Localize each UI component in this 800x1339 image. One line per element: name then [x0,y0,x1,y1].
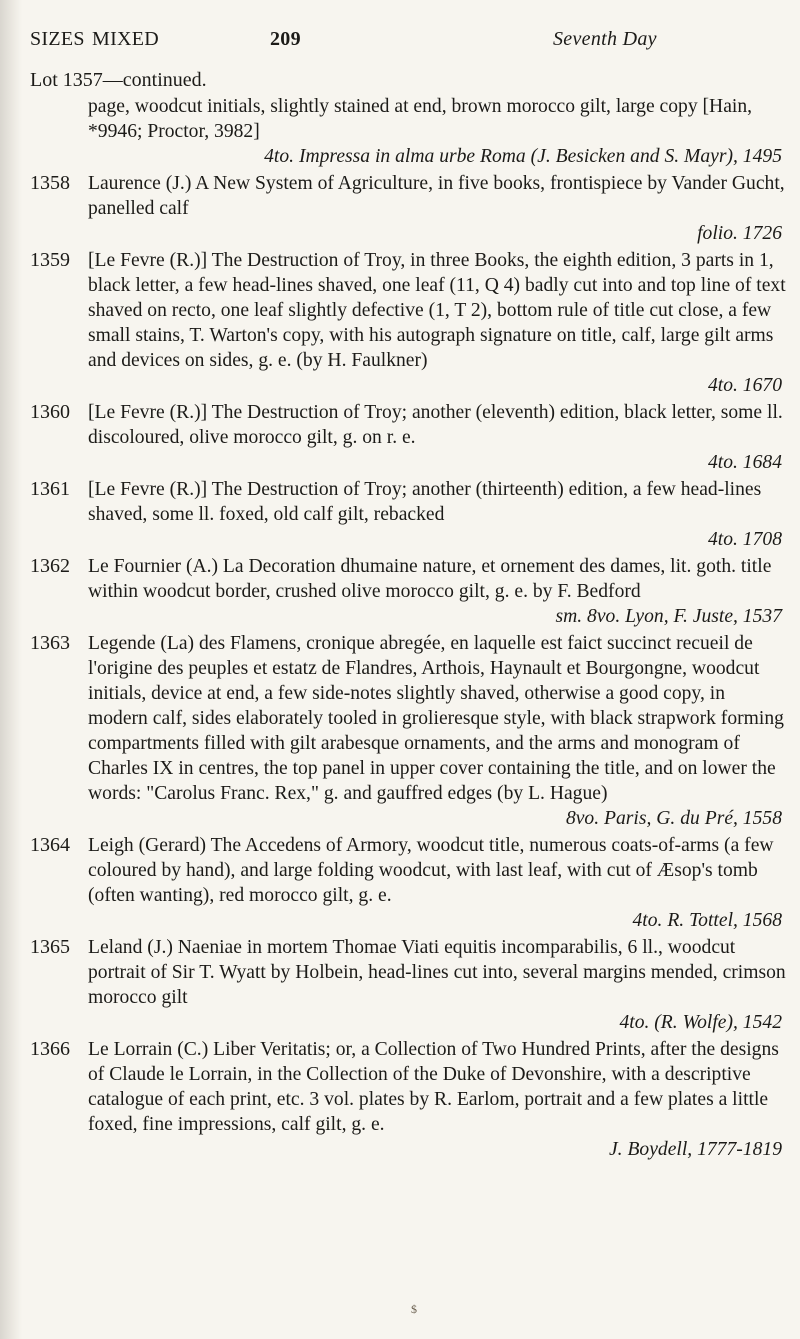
header-sizes: SIZES [30,28,85,50]
lot-number: 1359 [30,249,70,271]
lot-imprint: 4to. 1708 [707,529,782,550]
lot-entry [30,833,790,933]
lot-text: Leland (J.) Naeniae in mortem Thomae Viati equitis incomparabilis, 6 ll., woodcut portrait of Sir T. Wyatt by Holbein, head-lines cut into, several margins mended, crimson morocco gilt [88,937,786,1008]
lot-entry [30,248,790,398]
page-number: 209 [270,28,301,50]
lot-imprint: folio. 1726 [697,223,782,244]
lot-text: [Le Fevre (R.)] The Destruction of Troy, in three Books, the eighth edition, 3 parts in 1, black letter, a few head-lines shaved, one leaf (11, Q 4) badly cut into and top line of text shaved on recto, one leaf slightly defective (1, T 2), bottom rule of title cut close, a few small stains, T. Warton's copy, with his autograph signature on title, calf, large gilt arms and devices on sides, g. e. (by H. Faulkner) [88,250,786,371]
running-head [30,28,790,54]
lot-imprint: 4to. Impressa in alma urbe Roma (J. Besicken and S. Mayr), 1495 [264,146,782,167]
lot-imprint: 4to. 1684 [707,452,782,473]
lot-number: 1366 [30,1038,70,1060]
lot-imprint: 4to. R. Tottel, 1568 [632,910,782,931]
lot-number: 1362 [30,555,70,577]
lot-text: [Le Fevre (R.)] The Destruction of Troy; another (thirteenth) edition, a few head-lines shaved, some ll. foxed, old calf gilt, rebacked [88,479,762,525]
lot-entry [30,554,790,629]
lot-entry [30,631,790,831]
lot-text: page, woodcut initials, slightly stained at end, brown morocco gilt, large copy [Hain, *9946; Proctor, 3982] [88,96,753,142]
lot-imprint: 4to. 1670 [707,375,782,396]
lot-number: 1364 [30,834,70,856]
lot-text: Leigh (Gerard) The Accedens of Armory, woodcut title, numerous coats-of-arms (a few coloured by hand), and large folding woodcut, with last leaf, with cut of Æsop's tomb (often wanting), red morocco gilt, g. e. [88,835,774,906]
lot-number: 1358 [30,172,70,194]
sale-day: Seventh Day [553,28,657,50]
lot-text: Le Lorrain (C.) Liber Veritatis; or, a Collection of Two Hundred Prints, after the designs of Claude le Lorrain, in the Collection of the Duke of Devonshire, with a descriptive catalogue of each print, etc. 3 vol. plates by R. Earlom, portrait and a few plates a little foxed, fine impressions, calf gilt, g. e. [88,1039,779,1135]
continued-heading: Lot 1357—continued. [30,69,207,91]
lot-1357-continued [30,94,790,169]
lot-entry [30,1037,790,1162]
lot-imprint: sm. 8vo. Lyon, F. Juste, 1537 [555,606,782,627]
lot-entry [30,477,790,552]
catalogue-page [30,28,790,1162]
lot-imprint: J. Boydell, 1777-1819 [608,1139,782,1160]
header-mixed: MIXED [92,28,160,50]
lot-text: [Le Fevre (R.)] The Destruction of Troy; another (eleventh) edition, black letter, some ll. discoloured, olive morocco gilt, g. on r. e. [88,402,783,448]
lot-text: Le Fournier (A.) La Decoration dhumaine nature, et ornement des dames, lit. goth. title within woodcut border, crushed olive morocco gilt, g. e. by F. Bedford [88,556,772,602]
lot-number: 1360 [30,401,70,423]
lot-text: Legende (La) des Flamens, cronique abregée, en laquelle est faict succinct recueil de l'origine des peuples et estatz de Flandres, Arthois, Haynault et Bourgongne, woodcut initials, device at end, a few side-notes slightly shaved, otherwise a good copy, in modern calf, sides elaborately tooled in grolieresque style, with black strapwork forming compartments filled with gilt arabesque ornaments, and the arms and monogram of Charles IX in centres, the top panel in upper cover containing the title, and on lower the words: "Carolus Franc. Rex," g. and gauffred edges (by L. Hague) [88,633,784,804]
lot-entry [30,400,790,475]
lot-entry [30,935,790,1035]
footer-mark: $ [411,1302,417,1316]
lot-number: 1363 [30,632,70,654]
lot-number: 1365 [30,936,70,958]
lot-imprint: 4to. (R. Wolfe), 1542 [619,1012,782,1033]
lot-number: 1361 [30,478,70,500]
lot-text: Laurence (J.) A New System of Agriculture, in five books, frontispiece by Vander Gucht, panelled calf [88,173,785,219]
lot-imprint: 8vo. Paris, G. du Pré, 1558 [565,808,782,829]
page-edge-shadow [0,0,22,1339]
lot-entry [30,171,790,246]
